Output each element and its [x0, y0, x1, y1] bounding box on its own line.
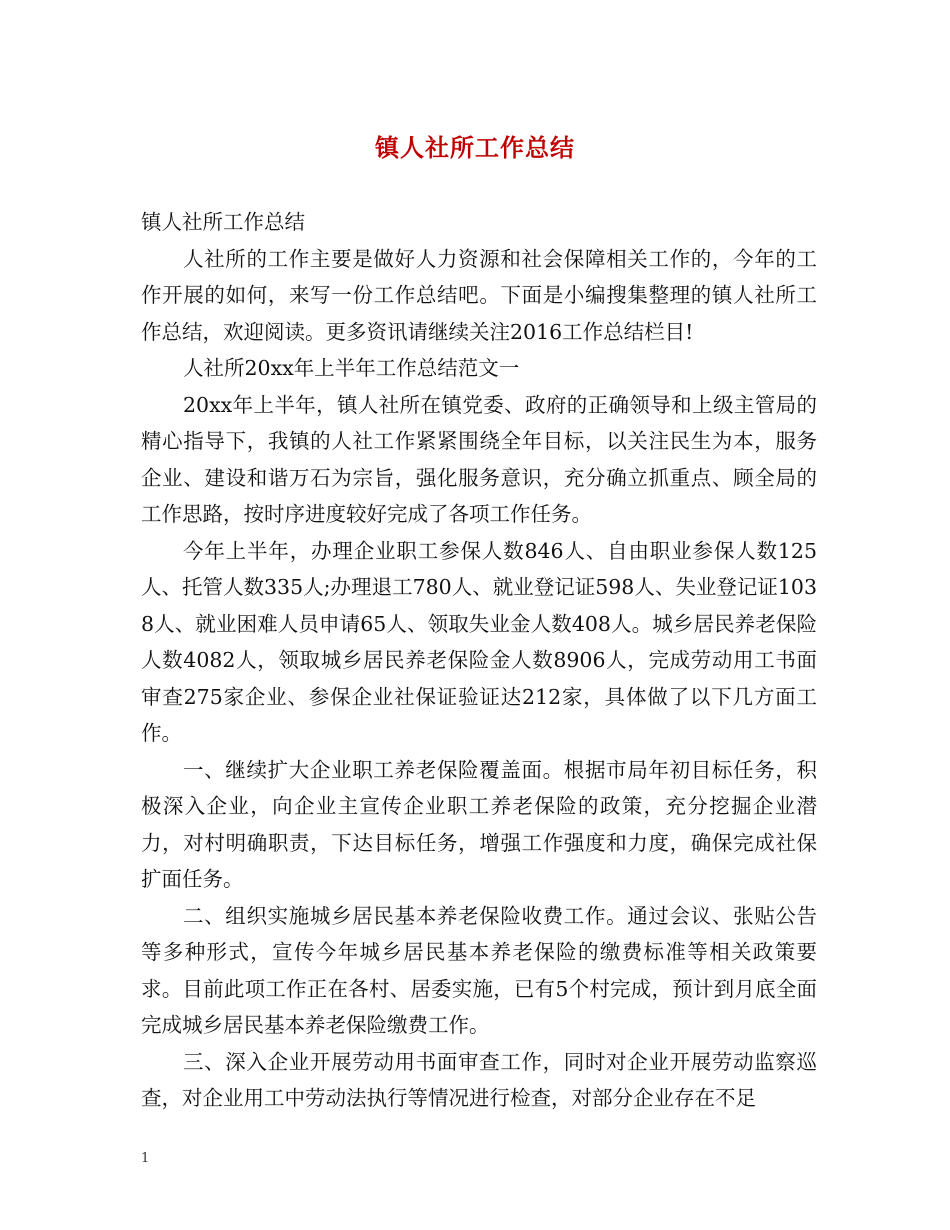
page-number: 1: [141, 1151, 150, 1166]
document-body: [141, 204, 817, 1117]
paragraph: 人社所的工作主要是做好人力资源和社会保障相关工作的，今年的工作开展的如何，来写一份工作总结吧。下面是小编搜集整理的镇人社所工作总结，欢迎阅读。更多资讯请继续关注2016工作总结栏目!: [141, 246, 817, 344]
paragraph: 镇人社所工作总结: [141, 210, 305, 234]
paragraph: 二、组织实施城乡居民基本养老保险收费工作。通过会议、张贴公告等多种形式，宣传今年城乡居民基本养老保险的缴费标准等相关政策要求。目前此项工作正在各村、居委实施，已有5个村完成，预计到月底全面完成城乡居民基本养老保险缴费工作。: [141, 903, 817, 1037]
document-title: 镇人社所工作总结: [375, 134, 575, 162]
paragraph: 人社所20xx年上半年工作总结范文一: [183, 356, 520, 380]
paragraph: 今年上半年，办理企业职工参保人数846人、自由职业参保人数125人、托管人数335人;办理退工780人、就业登记证598人、失业登记证1038人、就业困难人员申请65人、领取失业金人数408人。城乡居民养老保险人数4082人，领取城乡居民养老保险金人数8906人，完成劳动用工书面审查275家企业、参保企业社保证验证达212家，具体做了以下几方面工作。: [141, 538, 817, 745]
paragraph: 20xx年上半年，镇人社所在镇党委、政府的正确领导和上级主管局的精心指导下，我镇的人社工作紧紧围绕全年目标，以关注民生为本，服务企业、建设和谐万石为宗旨，强化服务意识，充分确立抓重点、顾全局的工作思路，按时序进度较好完成了各项工作任务。: [141, 392, 817, 526]
paragraph: 三、深入企业开展劳动用书面审查工作，同时对企业开展劳动监察巡查，对企业用工中劳动法执行等情况进行检查，对部分企业存在不足: [141, 1049, 817, 1110]
paragraph: 一、继续扩大企业职工养老保险覆盖面。根据市局年初目标任务，积极深入企业，向企业主宣传企业职工养老保险的政策，充分挖掘企业潜力，对村明确职责，下达目标任务，增强工作强度和力度，确保完成社保扩面任务。: [141, 757, 817, 891]
